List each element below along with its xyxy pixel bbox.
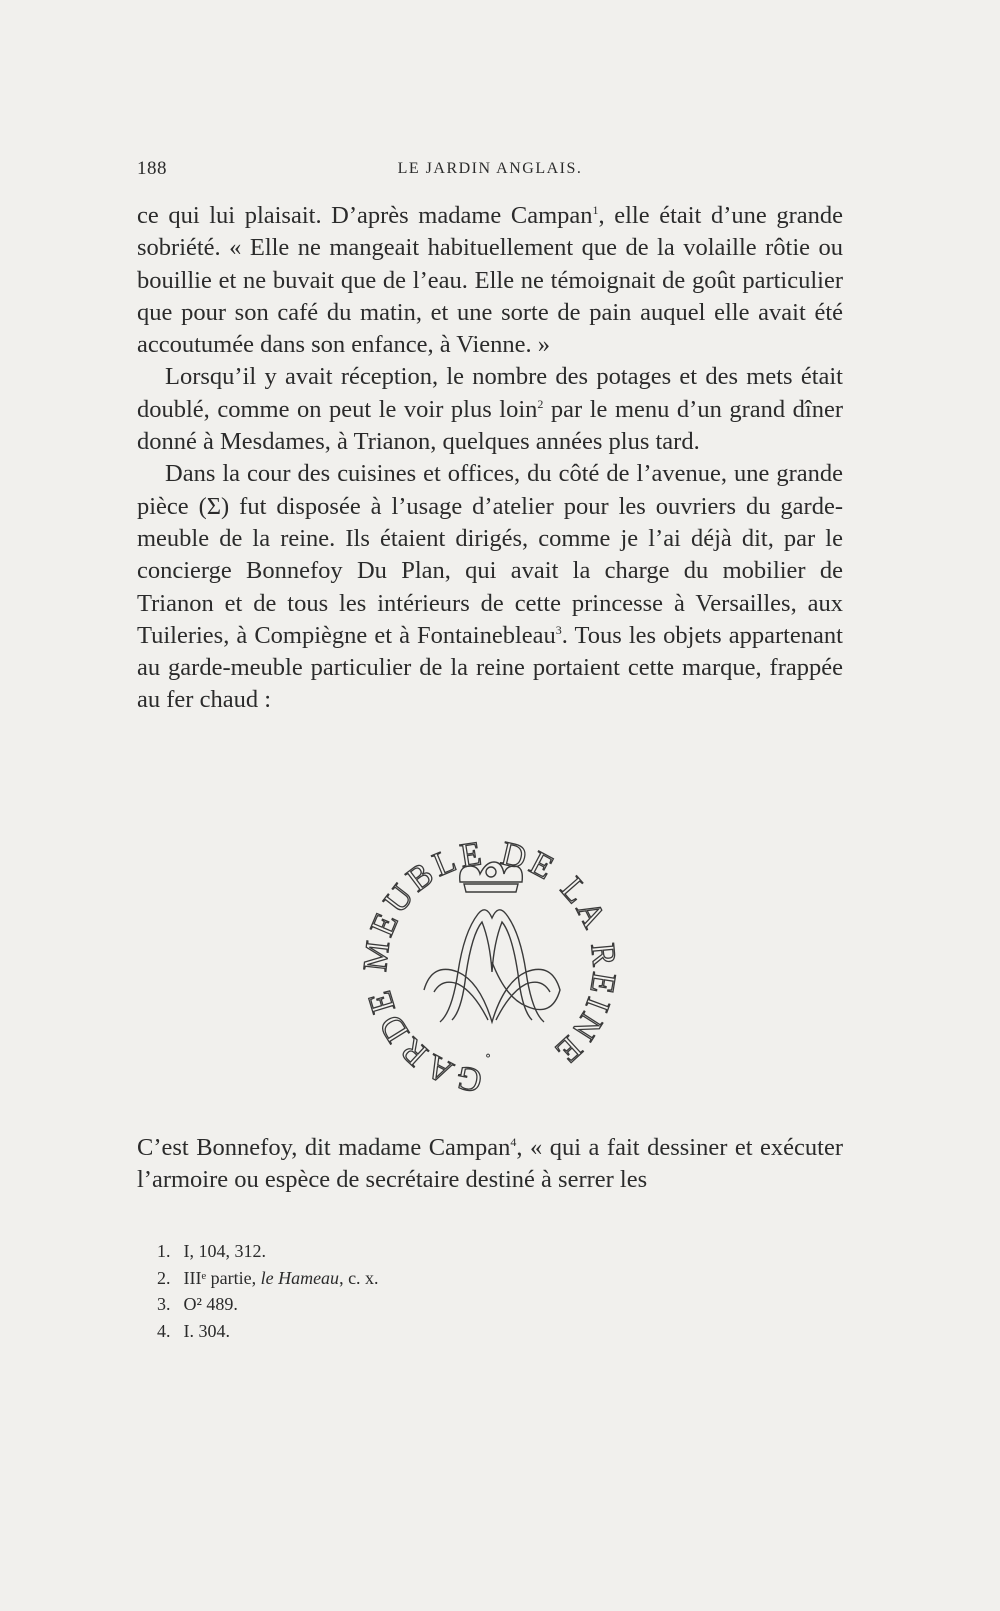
stamp-dot: ∘ <box>484 1049 492 1064</box>
body-text-continued <box>137 1132 843 1197</box>
paragraph-2: Lorsqu’il y avait réception, le nombre des potages et des mets était doublé, comme on peut le voir plus loin$^2$ par le menu d’un grand dîner donné à Mesdames, à Trianon, quelques années plus tard. <box>137 363 843 456</box>
footnote-ref-3: 3 <box>555 622 562 637</box>
paragraph-1: ce qui lui plaisait. D’après madame Campan$^1$, elle était d’une grande sobriété. « Elle ne mangeait habituellement que de la volaille rôtie ou bouillie et ne buvait que de l’eau. Elle ne témoignait de goût particulier que pour son café du matin, et une sorte de pain auquel elle avait été accoutumée dans son enfance, à Vienne. » <box>137 202 843 359</box>
paragraph-4: C’est Bonnefoy, dit madame Campan$^4$, « qui a fait dessiner et exécuter l’armoire ou espèce de secrétaire destiné à serrer les <box>137 1134 843 1194</box>
crowned-monogram-icon <box>424 862 560 1022</box>
paragraph-3: Dans la cour des cuisines et offices, du côté de l’avenue, une grande pièce (Σ) fut disposée à l’usage d’atelier pour les ouvriers du garde-meuble de la reine. Ils étaient dirigés, comme je l’ai déjà dit, par le concierge Bonnefoy Du Plan, qui avait la charge du mobilier de Trianon et de tous les intérieurs de cette princesse à Versailles, aux Tuileries, à Compiègne et à Fontainebleau$^3$. Tous les objets appartenant au garde-meuble particulier de la reine portaient cette marque, frappée au fer chaud : <box>137 460 843 714</box>
footnote-2: 2. IIIᵉ partie, le Hameau, c. x. <box>157 1267 379 1288</box>
footnote-ref-2: 2 <box>537 396 544 411</box>
footnotes <box>157 1238 757 1344</box>
footnote-1: 1. I, 104, 312. <box>157 1241 266 1261</box>
page-number: 188 <box>137 158 167 179</box>
footnote-4: 4. I. 304. <box>157 1320 230 1341</box>
stamp-lettering: GARDE MEUBLE DE LA REINE <box>356 834 623 1100</box>
running-title: LE JARDIN ANGLAIS. <box>397 160 583 177</box>
footnote-3: 3. O² 489. <box>157 1294 238 1314</box>
footnote-ref-4: 4 <box>510 1134 517 1149</box>
footnote-ref-1: 1 <box>592 202 599 217</box>
garde-meuble-stamp <box>340 822 640 1107</box>
body-text <box>137 200 843 717</box>
